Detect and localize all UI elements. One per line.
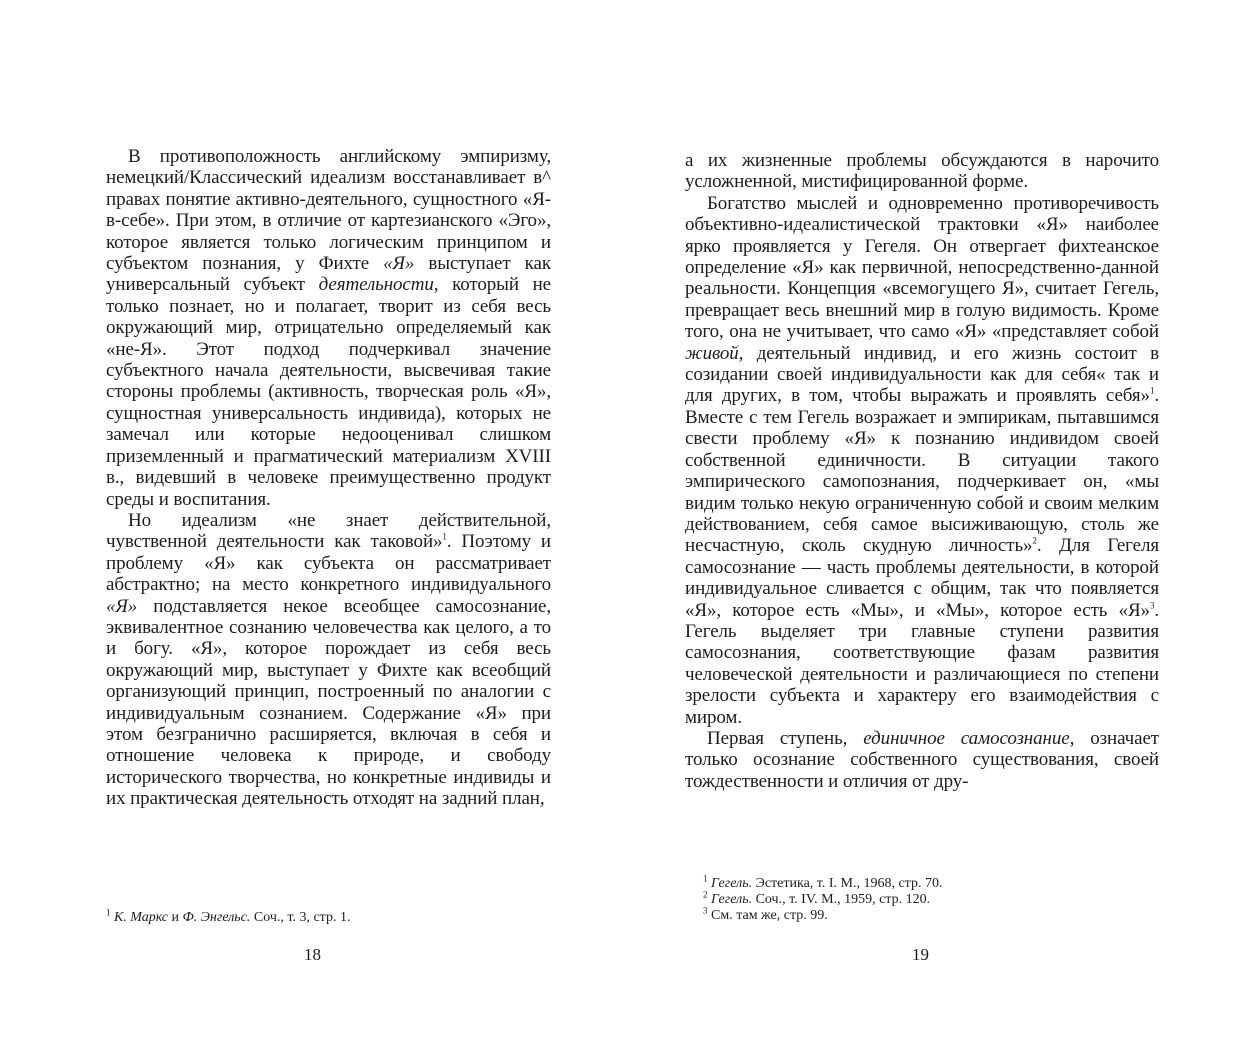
footnote-marker: 2: [703, 889, 708, 900]
left-page-footnote: [106, 907, 551, 926]
left-page: [106, 146, 551, 810]
right-page-text: [685, 150, 1159, 792]
footnote-2: [703, 889, 1159, 908]
text-run: означает только осознание собственного существования, своей тождественности и отличия от дру-: [685, 727, 1159, 792]
text-run: подставляется некое всеобщее самосознание, эквивалентное сознанию человечества как целого, а то и богу. «Я», которое порождает из себя весь окружающий мир, выступает у Фихте как всеобщий организующий принцип, построенный по аналогии с индивидуальным сознанием. Содержание «Я» при этом безгранично расширяется, включая в себя и отношение человека к природе, и свободу исторического творчества, но конкретные индивиды и их практическая деятельность отходят на задний план,: [106, 595, 551, 810]
footnote-3: [703, 905, 1159, 924]
text-run: В противоположность английскому эмпиризму, немецкий/Классический идеализм восстанавливает в^ правах понятие активно-деятельного, сущностного «Я-в-себе». При этом, в отличие от картезианского «Эго», которое является только логическим принципом и субъектом познания, у Фихте: [106, 146, 551, 275]
text-run: выступает как универсальный субъект: [106, 253, 551, 296]
text-run: . Поэтому и проблему «Я» как субъекта он рассматривает абстрактно; на место конкретного индивидуального: [106, 531, 551, 596]
footnote-marker: 3: [703, 905, 708, 916]
emphasis-text: Ф. Энгельс.: [182, 910, 251, 925]
paragraph: [685, 728, 1159, 792]
footnote-1: [703, 873, 1159, 892]
paragraph: [685, 193, 1159, 728]
footnote-marker: 1: [442, 531, 447, 542]
paragraph: [106, 510, 551, 810]
emphasis-text: единичное самосознание,: [863, 727, 1075, 749]
text-run: Но идеализм «не знает действительной, чувственной деятельности как таковой»: [106, 509, 551, 553]
text-run: так и для других, в том, чтобы выражать и проявлять себя»: [685, 364, 1159, 407]
text-run: . Гегель выделяет три главные ступени развития самосознания, соответствующие фазам развития человеческой деятельности и различающиеся по степени зрелости субъекта и характеру его взаимодействия с миром.: [685, 599, 1159, 728]
footnote-marker: 1: [1149, 386, 1155, 397]
left-page-text: [106, 146, 551, 810]
text-run: а их жизненные проблемы обсуждаются в нарочито усложненной, мистифицированной форме.: [685, 150, 1159, 193]
text-run: деятельный индивид, и его жизнь состоит в созидании своей индивидуальности как для себя: [685, 342, 1159, 386]
text-run: . Вместе с тем Гегель возражает и эмпирикам, пытавшимся свести проблему «Я» к познанию индивидом своей собственной единичности. В ситуации такого эмпирического самопознания, подчеркивает он, «мы видим только некую ограниченную собой и своим мелким действованием, себя самое высиживающую, столь же несчастную, сколь скудную личность»: [685, 385, 1159, 557]
emphasis-text: деятельности,: [318, 274, 439, 296]
emphasis-text: Гегель.: [711, 876, 753, 891]
emphasis-text: «Я»: [383, 253, 415, 275]
text-run: Первая ступень,: [707, 727, 864, 749]
text-run: Богатство мыслей и одновременно противоречивость объективно-идеалистической трактовки «Я» наиболее ярко проявляется у Гегеля. Он отвергает фихтеанское определение «Я» как первичной, непосредственно-данной реальности. Концепция «всемогущего Я», считает Гегель, превращает весь внешний мир в голую видимость. Кроме того, она не учитывает, что само «Я» «представляет собой: [685, 192, 1159, 343]
left-page-number: 18: [304, 945, 321, 964]
text-run: «: [1096, 364, 1106, 386]
right-page-footnotes: [703, 873, 1159, 924]
paragraph: [106, 146, 551, 510]
footnote-marker: 1: [703, 873, 708, 884]
text-run: и: [168, 910, 183, 925]
text-run: Соч., т. IV. М., 1959, стр. 120.: [752, 892, 931, 907]
right-page-number: 19: [912, 945, 929, 964]
footnote-1: [106, 907, 551, 926]
text-run: Соч., т. 3, стр. 1.: [250, 910, 351, 925]
paragraph: [685, 150, 1159, 193]
text-run: который не только познает, но и полагает, творит из себя весь окружающий мир, отрицательно определяемый как «не-Я». Этот подход подчеркивал значение субъектного начала деятельности, высвечивая такие стороны проблемы (активность, творческая роль «Я», сущностная универсальность индивида), которых не замечал или которые недооценивал слишком приземленный и прагматический материализм XVIII в., видевший в человеке преимущественно продукт среды и воспитания.: [106, 274, 551, 510]
emphasis-text: «Я»: [106, 595, 138, 617]
footnote-marker: 2: [1032, 535, 1037, 546]
footnote-marker: 1: [106, 907, 111, 918]
text-run: . Для Гегеля самосознание — часть проблемы деятельности, в которой индивидуальное сливается с общим, так что появляется «Я», которое есть «Мы», и «Мы», которое есть «Я»: [685, 535, 1159, 621]
emphasis-text: К. Маркс: [114, 910, 168, 925]
right-page: [685, 150, 1159, 792]
emphasis-text: Гегель.: [711, 892, 753, 907]
emphasis-text: живой,: [685, 342, 744, 364]
text-run: Эстетика, т. I. М., 1968, стр. 70.: [752, 876, 943, 891]
text-run: См. там же, стр. 99.: [707, 908, 828, 923]
footnote-marker: 3: [1149, 600, 1155, 611]
